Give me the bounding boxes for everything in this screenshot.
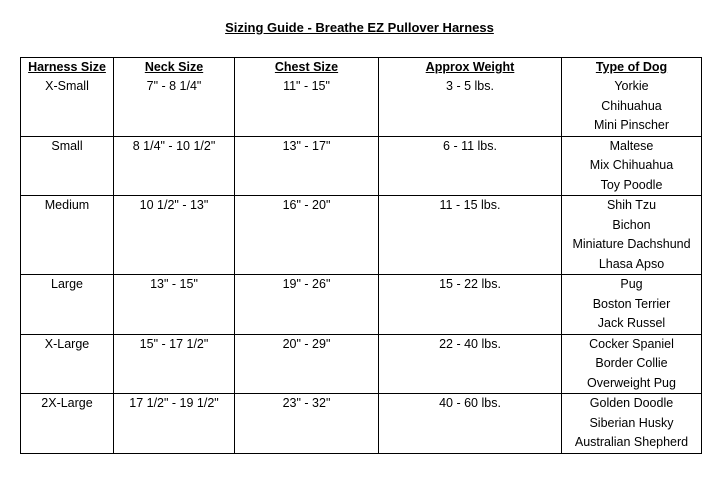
- approx-weight-cell: 22 - 40 lbs.: [379, 334, 562, 394]
- dog-type: Border Collie: [595, 356, 668, 370]
- header-approx-weight: Approx Weight: [379, 58, 562, 78]
- dog-type: Chihuahua: [601, 98, 662, 113]
- table-row: [21, 136, 702, 196]
- dog-type: Cocker Spaniel: [589, 336, 674, 351]
- table-row: [21, 196, 702, 275]
- dog-type: Mix Chihuahua: [589, 158, 674, 172]
- sizing-table: [20, 57, 702, 454]
- neck-size-cell: 7" - 8 1/4": [114, 77, 235, 136]
- table-row: [21, 394, 702, 454]
- table-body: [21, 77, 702, 453]
- neck-size-cell: 10 1/2" - 13": [114, 196, 235, 275]
- dog-type: Pug: [620, 277, 643, 291]
- header-chest-size: Chest Size: [235, 58, 379, 78]
- header-type-of-dog: Type of Dog: [562, 58, 702, 78]
- neck-size-cell: 13" - 15": [114, 275, 235, 335]
- table-row: [21, 77, 702, 136]
- chest-size-cell: 16" - 20": [235, 196, 379, 275]
- dog-types-cell: [562, 394, 702, 454]
- approx-weight-cell: 6 - 11 lbs.: [379, 136, 562, 196]
- neck-size-cell: 8 1/4" - 10 1/2": [114, 136, 235, 196]
- dog-type: Jack Russel: [597, 316, 666, 330]
- chest-size-cell: 19" - 26": [235, 275, 379, 335]
- dog-types-cell: [562, 77, 702, 136]
- dog-type: Boston Terrier: [592, 296, 671, 311]
- approx-weight-cell: 11 - 15 lbs.: [379, 196, 562, 275]
- chest-size-cell: 20" - 29": [235, 334, 379, 394]
- approx-weight-cell: 15 - 22 lbs.: [379, 275, 562, 335]
- neck-size-cell: 17 1/2" - 19 1/2": [114, 394, 235, 454]
- table-row: [21, 334, 702, 394]
- harness-size-cell: Medium: [21, 196, 114, 275]
- dog-type: Lhasa Apso: [598, 256, 665, 271]
- harness-size-cell: Small: [21, 136, 114, 196]
- dog-type: Golden Doodle: [589, 396, 674, 410]
- harness-size-cell: X-Small: [21, 77, 114, 136]
- header-row: [21, 58, 702, 78]
- dog-type: Yorkie: [614, 79, 649, 93]
- dog-types-cell: [562, 334, 702, 394]
- table-row: [21, 275, 702, 335]
- harness-size-cell: Large: [21, 275, 114, 335]
- neck-size-cell: 15" - 17 1/2": [114, 334, 235, 394]
- dog-type: Toy Poodle: [600, 177, 663, 192]
- harness-size-cell: 2X-Large: [21, 394, 114, 454]
- chest-size-cell: 23" - 32": [235, 394, 379, 454]
- dog-type: Australian Shepherd: [574, 435, 689, 449]
- dog-type: Overweight Pug: [587, 375, 676, 390]
- dog-type: Mini Pinscher: [593, 118, 670, 132]
- dog-types-cell: [562, 196, 702, 275]
- dog-type: Shih Tzu: [606, 198, 657, 212]
- dog-types-cell: [562, 275, 702, 335]
- chest-size-cell: 13" - 17": [235, 136, 379, 196]
- dog-types-cell: [562, 136, 702, 196]
- dog-type: Miniature Dachshund: [572, 237, 691, 251]
- dog-type: Maltese: [609, 138, 654, 153]
- harness-size-cell: X-Large: [21, 334, 114, 394]
- approx-weight-cell: 3 - 5 lbs.: [379, 77, 562, 136]
- approx-weight-cell: 40 - 60 lbs.: [379, 394, 562, 454]
- header-harness-size: Harness Size: [21, 58, 114, 78]
- header-neck-size: Neck Size: [114, 58, 235, 78]
- dog-type: Bichon: [612, 217, 651, 232]
- dog-type: Siberian Husky: [589, 415, 674, 430]
- page-title: Sizing Guide - Breathe EZ Pullover Harness: [225, 20, 494, 35]
- table-header: [21, 58, 702, 78]
- chest-size-cell: 11" - 15": [235, 77, 379, 136]
